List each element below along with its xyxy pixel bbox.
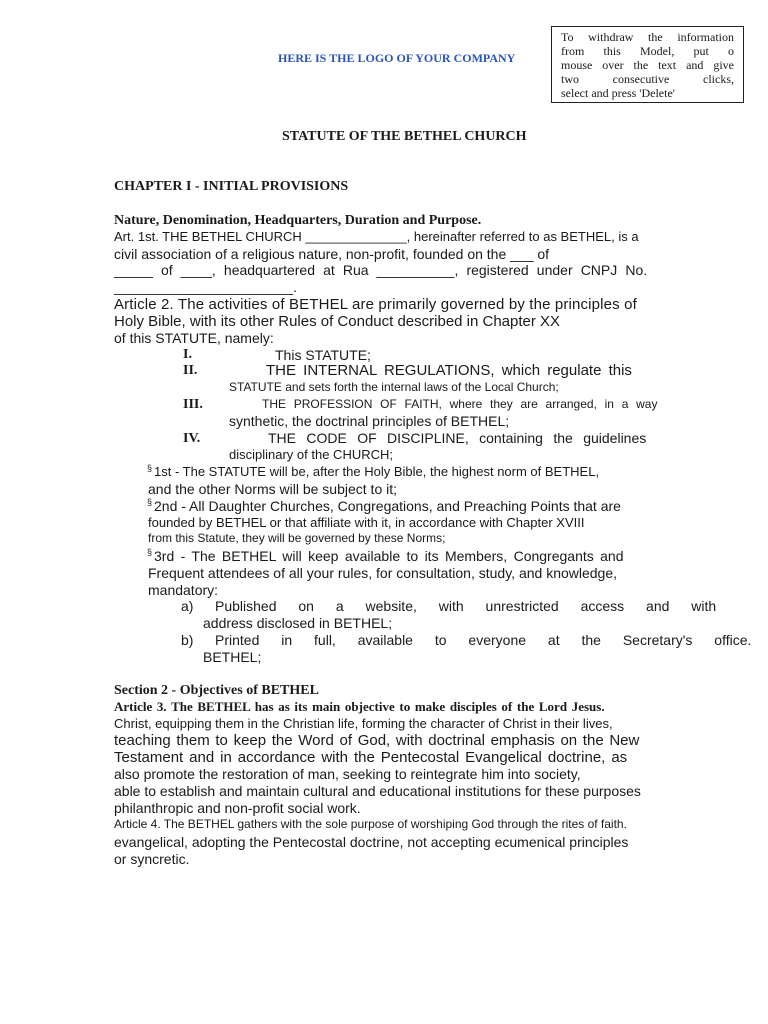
list-item-number: II. (183, 363, 198, 378)
instruction-line: mouse over the text and give (561, 58, 734, 72)
article3-line: able to establish and maintain cultural and educational institutions for these purposes (114, 783, 641, 799)
list-item-number: III. (183, 397, 203, 412)
sub-item-text: address disclosed in BETHEL; (203, 615, 393, 631)
article4-line: Article 4. The BETHEL gathers with the sole purpose of worshiping God through the rites of faith. (114, 817, 627, 831)
sub-item-text: Published on a website, with unrestricted access and with (215, 598, 717, 614)
instruction-note-box (551, 26, 744, 103)
paragraph-line: and the other Norms will be subject to it; (148, 481, 398, 497)
list-item-text: THE PROFESSION OF FAITH, where they are arranged, in a way (262, 397, 658, 411)
article1-line: _____ of ____, headquartered at Rua __________, registered under CNPJ No. (114, 262, 648, 278)
sub-item-label: b) (181, 632, 194, 648)
paragraph-line: 3rd - The BETHEL will keep available to its Members, Congregants and (154, 548, 624, 564)
section-sign: § (147, 497, 153, 507)
article3-line: Article 3. The BETHEL has as its main objective to make disciples of the Lord Jesus. (114, 699, 605, 714)
paragraph-line: mandatory: (148, 582, 219, 598)
document-title: STATUTE OF THE BETHEL CHURCH (282, 129, 527, 144)
section-sign: § (147, 547, 153, 557)
paragraph-line: 2nd - All Daughter Churches, Congregations, and Preaching Points that are (154, 498, 621, 514)
section2-heading: Section 2 - Objectives of BETHEL (114, 683, 319, 698)
paragraph-line: Frequent attendees of all your rules, for consultation, study, and knowledge, (148, 565, 618, 581)
chapter-heading: CHAPTER I - INITIAL PROVISIONS (114, 179, 349, 194)
article1-line: _______________________. (114, 279, 297, 295)
company-logo-placeholder: HERE IS THE LOGO OF YOUR COMPANY (278, 51, 516, 65)
sub-item-text: Printed in full, available to everyone at the Secretary's office. (215, 632, 752, 648)
list-item-number: I. (183, 347, 192, 362)
section1-heading: Nature, Denomination, Headquarters, Duration and Purpose. (114, 213, 482, 228)
article3-line: also promote the restoration of man, seeking to reintegrate him into society, (114, 766, 581, 782)
instruction-line: two consecutive clicks, (561, 72, 734, 86)
paragraph-line: from this Statute, they will be governed by these Norms; (148, 531, 446, 545)
instruction-line: To withdraw the information (561, 30, 734, 44)
instruction-line: select and press 'Delete' (561, 86, 675, 100)
article2-line: Holy Bible, with its other Rules of Conduct described in Chapter XX (114, 313, 561, 330)
article4-line: or syncretic. (114, 851, 190, 867)
article3-line: philanthropic and non-profit social work. (114, 800, 361, 816)
list-item-text: THE INTERNAL REGULATIONS, which regulate this (266, 362, 632, 379)
instruction-line: from this Model, put o (561, 44, 734, 58)
sub-item-text: BETHEL; (203, 649, 262, 665)
sub-item-label: a) (181, 598, 194, 614)
article3-line: Testament and in accordance with the Pentecostal Evangelical doctrine, as (114, 749, 628, 766)
list-item-text: This STATUTE; (275, 347, 371, 363)
list-item-text: THE CODE OF DISCIPLINE, containing the guidelines (268, 430, 647, 446)
list-item-text: STATUTE and sets forth the internal laws of the Local Church; (229, 380, 559, 394)
list-item-number: IV. (183, 431, 201, 446)
section-sign: § (147, 463, 153, 473)
paragraph-line: 1st - The STATUTE will be, after the Holy Bible, the highest norm of BETHEL, (154, 464, 600, 479)
article1-line: civil association of a religious nature, non-profit, founded on the ___ of (114, 246, 550, 262)
article3-line: Christ, equipping them in the Christian life, forming the character of Christ in their lives, (114, 716, 613, 731)
list-item-text: disciplinary of the CHURCH; (229, 447, 393, 462)
article1-line: Art. 1st. THE BETHEL CHURCH ______________, hereinafter referred to as BETHEL, is a (114, 229, 639, 244)
article2-line: of this STATUTE, namely: (114, 330, 274, 346)
article2-line: Article 2. The activities of BETHEL are primarily governed by the principles of (114, 296, 637, 313)
article4-line: evangelical, adopting the Pentecostal doctrine, not accepting ecumenical principles (114, 834, 629, 850)
article3-line: teaching them to keep the Word of God, with doctrinal emphasis on the New (114, 732, 640, 749)
paragraph-line: founded by BETHEL or that affiliate with it, in accordance with Chapter XVIII (148, 515, 585, 530)
list-item-text: synthetic, the doctrinal principles of BETHEL; (229, 413, 510, 429)
